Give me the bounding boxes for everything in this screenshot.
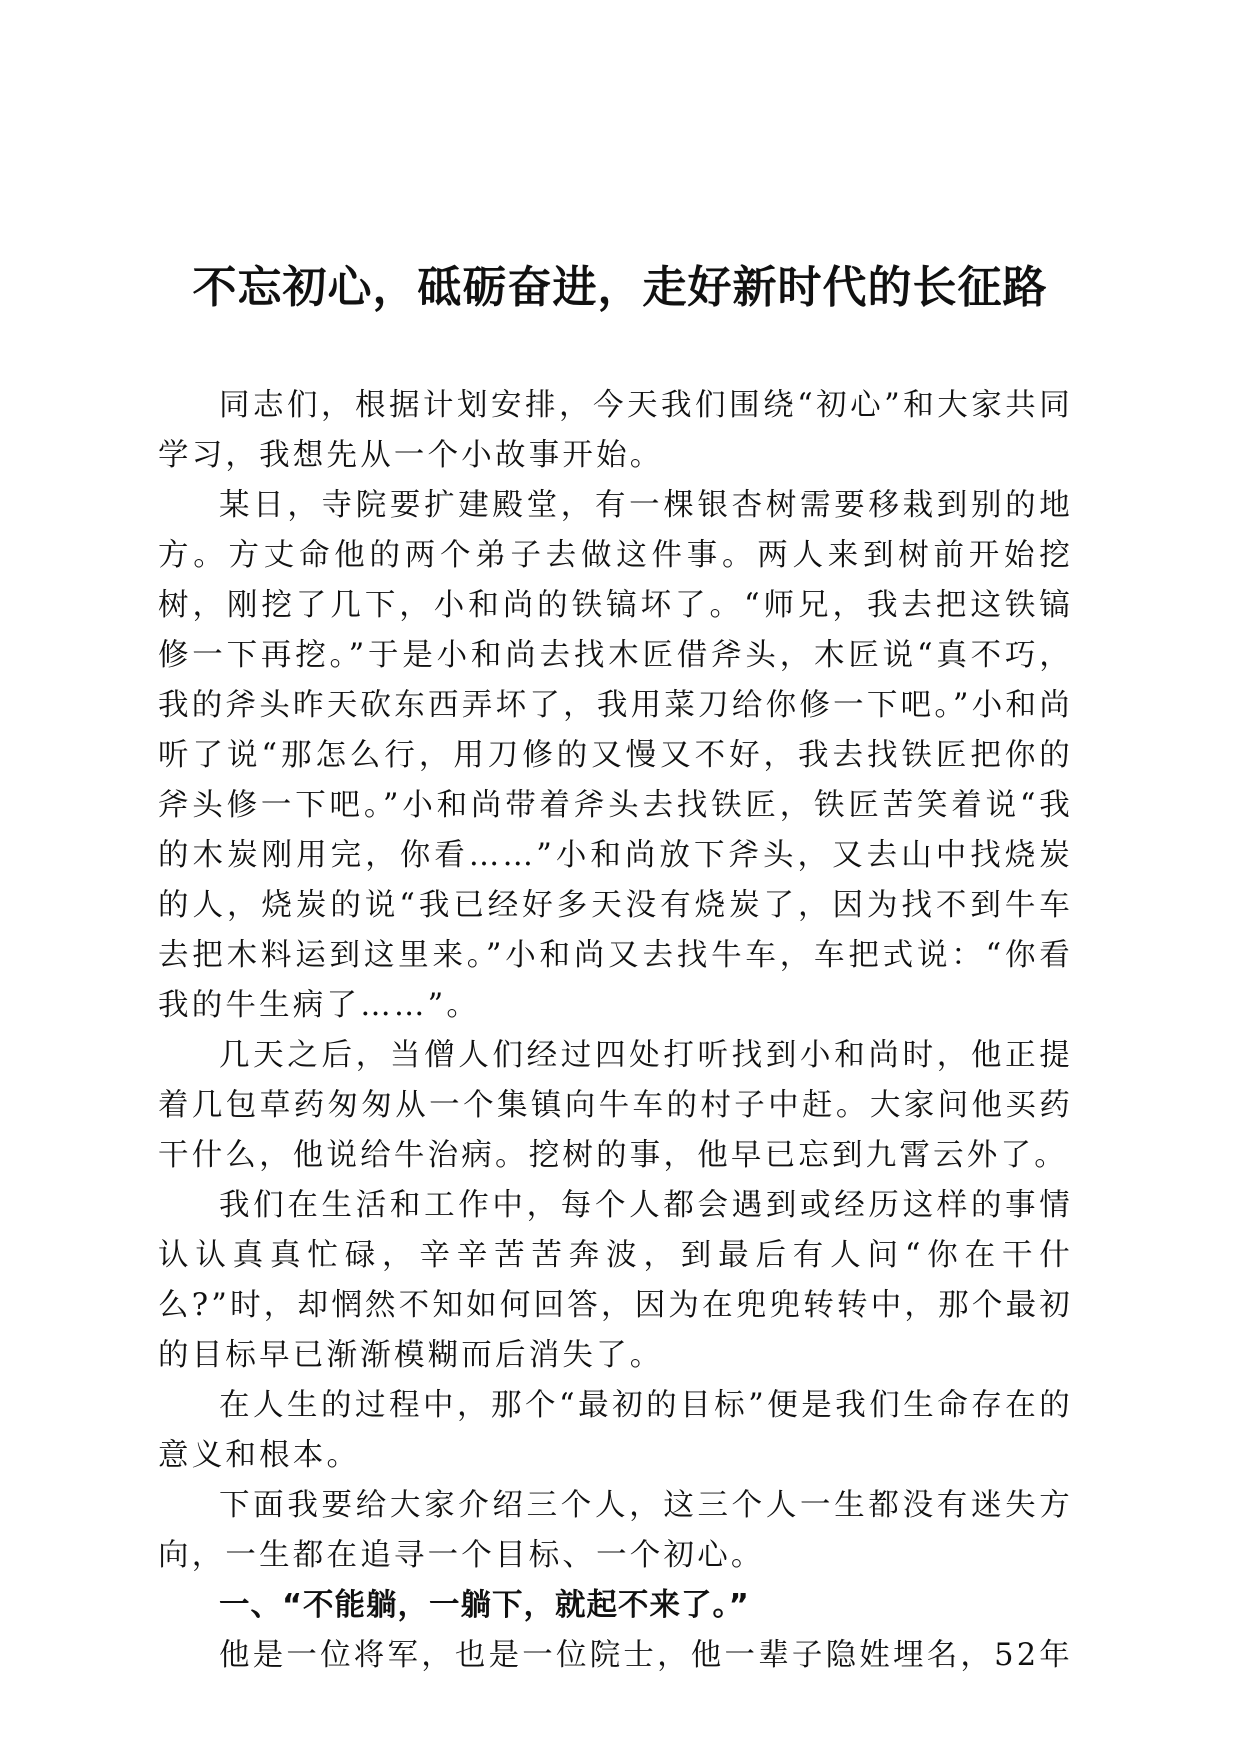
document-title: 不忘初心，砥砺奋进，走好新时代的长征路 [192,262,1048,313]
section-heading-1: 一、“不能躺，一躺下，就起不来了。” [219,1588,750,1623]
paragraph-story: 某日，寺院要扩建殿堂，有一棵银杏树需要移栽到别的地方。方丈命他的两个弟子去做这件事。两人来到树前开始挖树，刚挖了几下，小和尚的铁镐坏了。“师兄，我去把这铁镐修一下再挖。”于是小和尚去找木匠借斧头，木匠说“真不巧，我的斧头昨天砍东西弄坏了，我用菜刀给你修一下吧。”小和尚听了说“那怎么行，用刀修的又慢又不好，我去找铁匠把你的斧头修一下吧。”小和尚带着斧头去找铁匠，铁匠苦笑着说“我的木炭刚用完，你看……”小和尚放下斧头，又去山中找烧炭的人，烧炭的说“我已经好多天没有烧炭了，因为找不到牛车去把木料运到这里来。”小和尚又去找牛车，车把式说：“你看我的牛生病了……”。 [158,488,1073,1023]
document-body [158,381,1073,1681]
paragraph-general: 他是一位将军，也是一位院士，他一辈子隐姓埋名，52年 [219,1638,1074,1673]
paragraph-meaning: 在人生的过程中，那个“最初的目标”便是我们生命存在的意义和根本。 [158,1388,1073,1473]
paragraph-three-people: 下面我要给大家介绍三个人，这三个人一生都没有迷失方向，一生都在追寻一个目标、一个初心。 [158,1488,1073,1573]
paragraph-intro: 同志们，根据计划安排，今天我们围绕“初心”和大家共同学习，我想先从一个小故事开始。 [158,388,1073,473]
paragraph-story-end: 几天之后，当僧人们经过四处打听找到小和尚时，他正提着几包草药匆匆从一个集镇向牛车的村子中赶。大家问他买药干什么，他说给牛治病。挖树的事，他早已忘到九霄云外了。 [158,1038,1073,1173]
paragraph-reflection: 我们在生活和工作中，每个人都会遇到或经历这样的事情认认真真忙碌，辛辛苦苦奔波，到最后有人问“你在干什么?”时，却惘然不知如何回答，因为在兜兜转转中，那个最初的目标早已渐渐模糊而后消失了。 [158,1188,1073,1373]
